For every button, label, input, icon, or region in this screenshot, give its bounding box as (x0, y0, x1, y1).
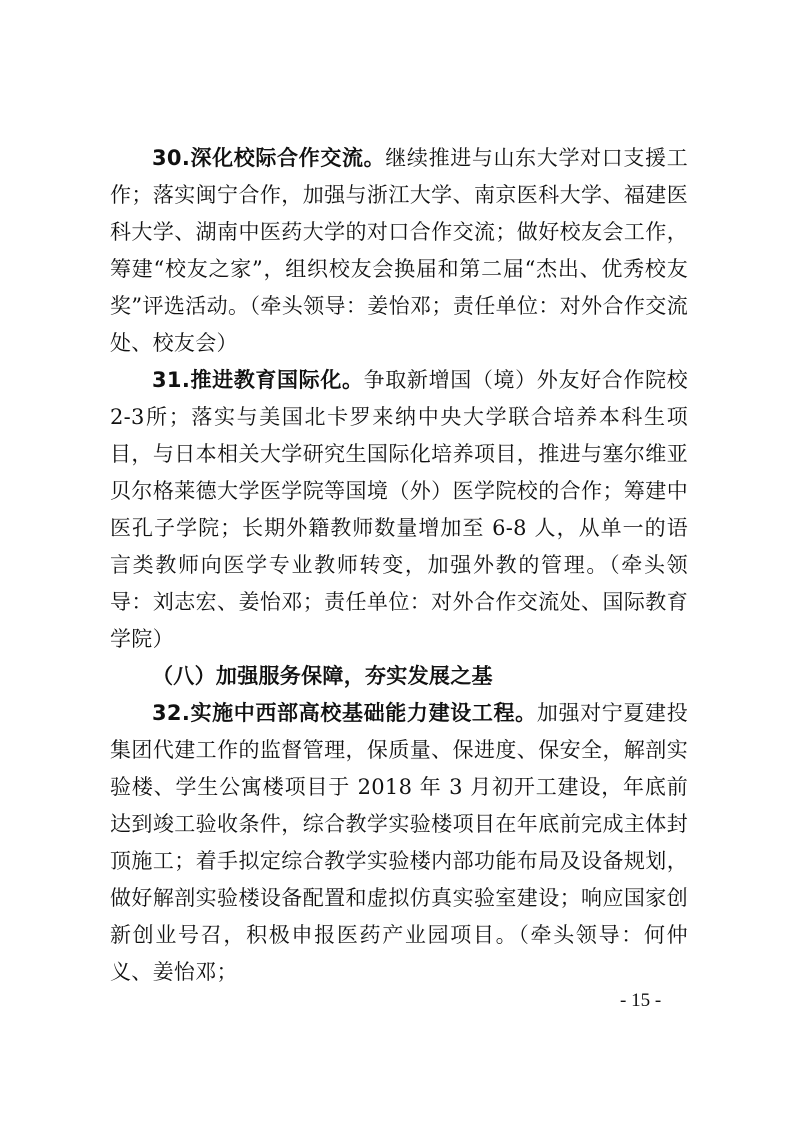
item-30-paragraph (110, 140, 688, 362)
item-31-text: 争取新增国（境）外友好合作院校2-3所；落实与美国北卡罗来纳中央大学联合培养本科生项目，与日本相关大学研究生国际化培养项目，推进与塞尔维亚贝尔格莱德大学医学院等国境（外）医学院校的合作；筹建中医孔子学院；长期外籍教师数量增加至 6-8 人，从单一的语言类教师向医学专业教师转变，加强外教的管理。（牵头领导：刘志宏、姜怡邓；责任单位：对外合作交流处、国际教育学院） (110, 368, 688, 651)
item-31-paragraph (110, 362, 688, 658)
item-32-paragraph (110, 695, 688, 991)
item-30-heading: 30.深化校际合作交流。 (152, 146, 386, 170)
document-body (110, 140, 688, 991)
item-30-text: 继续推进与山东大学对口支援工作；落实闽宁合作，加强与浙江大学、南京医科大学、福建医科大学、湖南中医药大学的对口合作交流；做好校友会工作，筹建“校友之家”，组织校友会换届和第二届“杰出、优秀校友奖”评选活动。（牵头领导：姜怡邓；责任单位：对外合作交流处、校友会） (110, 146, 688, 355)
item-31-heading: 31.推进教育国际化。 (152, 368, 364, 392)
page-number: - 15 - (620, 990, 662, 1011)
item-32-heading: 32.实施中西部高校基础能力建设工程。 (152, 701, 537, 725)
item-32-text: 加强对宁夏建投集团代建工作的监督管理，保质量、保进度、保安全，解剖实验楼、学生公寓楼项目于 2018 年 3 月初开工建设，年底前达到竣工验收条件，综合教学实验楼项目在年底前完成主体封顶施工；着手拟定综合教学实验楼内部功能布局及设备规划，做好解剖实验楼设备配置和虚拟仿真实验室建设；响应国家创新创业号召，积极申报医药产业园项目。（牵头领导：何仲义、姜怡邓； (110, 701, 688, 984)
section-heading: （八）加强服务保障，夯实发展之基 (152, 664, 493, 688)
